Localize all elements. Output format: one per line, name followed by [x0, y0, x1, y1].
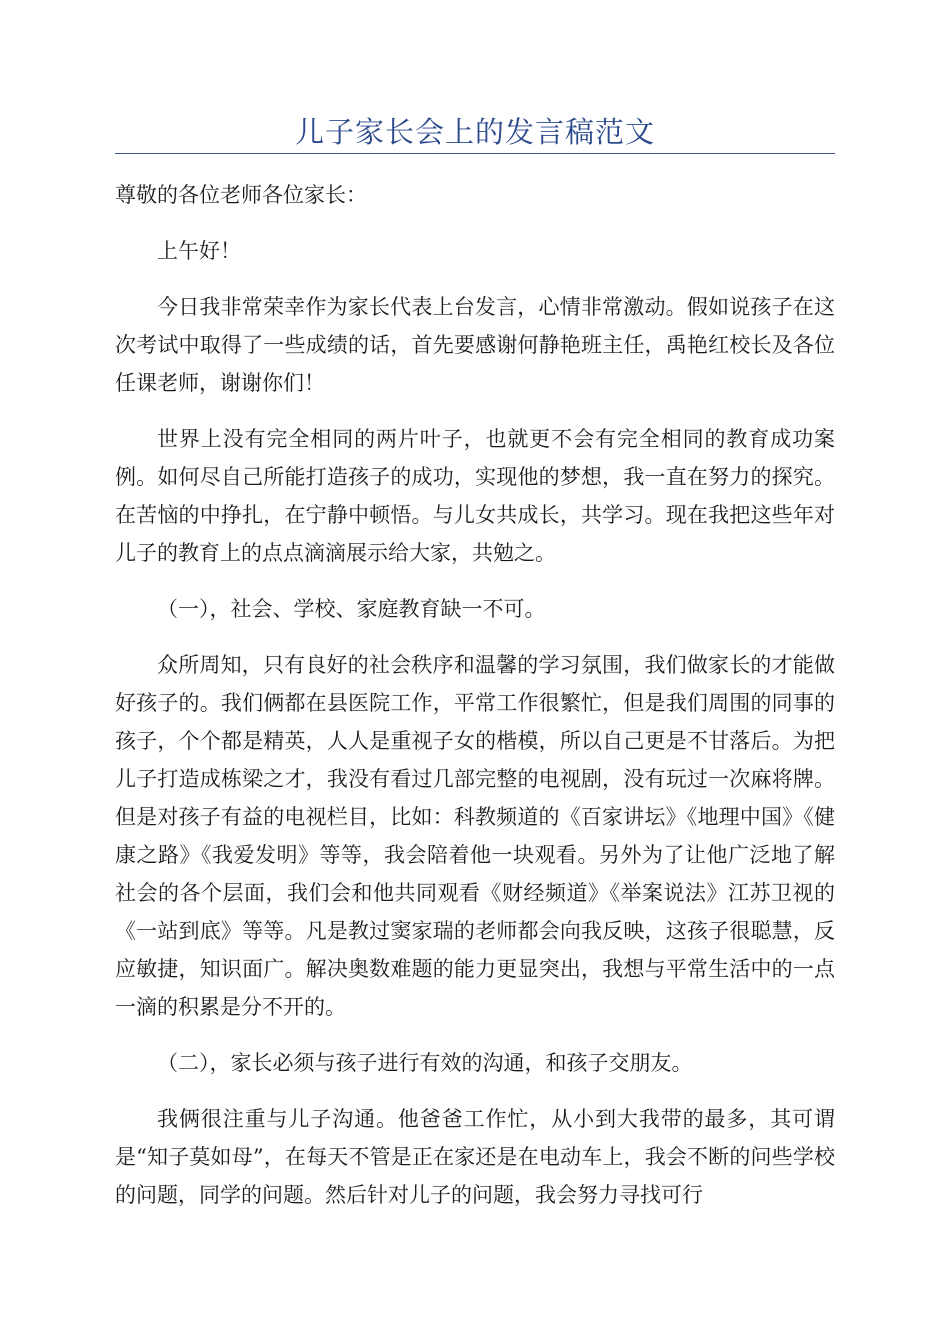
paragraph-intro: 今日我非常荣幸作为家长代表上台发言，心情非常激动。假如说孩子在这次考试中取得了一些成绩的话，首先要感谢何静艳班主任，禹艳红校长及各位任课老师，谢谢你们！: [115, 295, 835, 395]
document-body: [115, 176, 835, 1232]
page-title: 儿子家长会上的发言稿范文: [294, 115, 655, 149]
section-heading-1: （一），社会、学校、家庭教育缺一不可。: [157, 597, 546, 621]
paragraph-greeting: 上午好！: [157, 239, 241, 263]
salutation: 尊敬的各位老师各位家长：: [115, 183, 367, 207]
paragraph-section-2: 我俩很注重与儿子沟通。他爸爸工作忙，从小到大我带的最多，其可谓是“知子莫如母”，在每天不管是正在家还是在电动车上，我会不断的问些学校的问题，同学的问题。然后针对儿子的问题，我会努力寻找可行: [115, 1107, 835, 1207]
paragraph-philosophy: 世界上没有完全相同的两片叶子，也就更不会有完全相同的教育成功案例。如何尽自己所能打造孩子的成功，实现他的梦想，我一直在努力的探究。在苦恼的中挣扎，在宁静中顿悟。与儿女共成长，共学习。现在我把这些年对儿子的教育上的点点滴滴展示给大家，共勉之。: [115, 427, 835, 565]
section-heading-2: （二），家长必须与孩子进行有效的沟通，和孩子交朋友。: [157, 1051, 693, 1075]
paragraph-section-1: 众所周知，只有良好的社会秩序和温馨的学习氛围，我们做家长的才能做好孩子的。我们俩都在县医院工作，平常工作很繁忙，但是我们周围的同事的孩子，个个都是精英，人人是重视子女的楷模，所以自己更是不甘落后。为把儿子打造成栋梁之才，我没有看过几部完整的电视剧，没有玩过一次麻将牌。但是对孩子有益的电视栏目，比如：科教频道的《百家讲坛》《地理中国》《健康之路》《我爱发明》等等，我会陪着他一块观看。另外为了让他广泛地了解社会的各个层面，我们会和他共同观看《财经频道》《举案说法》江苏卫视的《一站到底》等等。凡是教过窦家瑞的老师都会向我反映，这孩子很聪慧，反应敏捷，知识面广。解决奥数难题的能力更显突出，我想与平常生活中的一点一滴的积累是分不开的。: [115, 653, 835, 1019]
title-underline: [115, 153, 835, 154]
